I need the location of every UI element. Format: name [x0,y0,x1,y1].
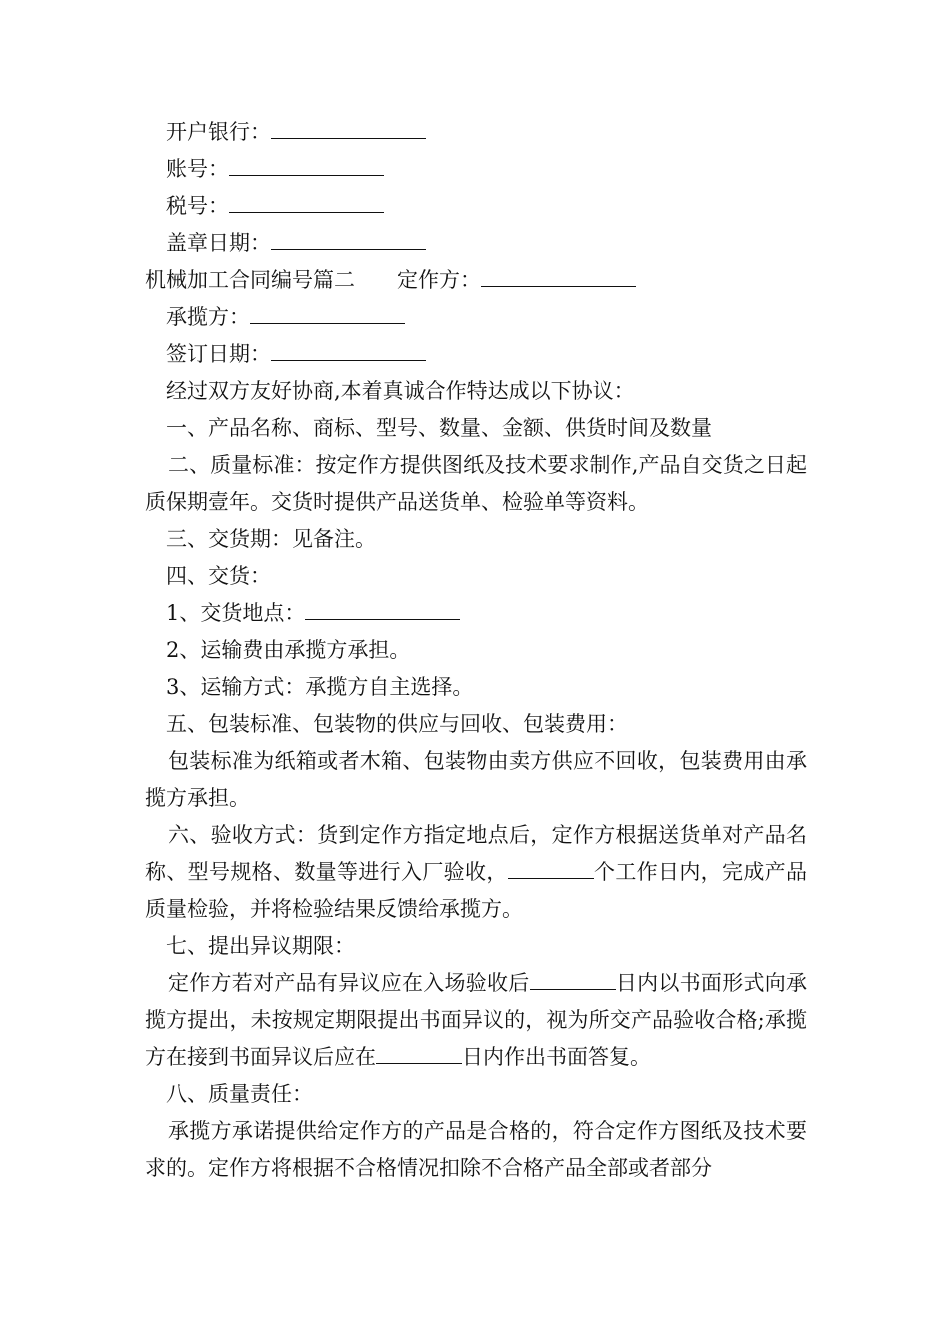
section-4-2: 2、运输费由承揽方承担。 [166,638,411,662]
delivery-place-line [145,595,807,632]
tax-blank [229,190,384,213]
tax-label: 税号： [166,194,229,218]
section-heading: 机械加工合同编号篇二 [145,268,355,292]
section-6 [145,817,807,928]
orderer-label: 定作方： [397,268,481,292]
seal-date-line [145,225,807,262]
section-4-3: 3、运输方式：承揽方自主选择。 [166,675,474,699]
section-7: 七、提出异议期限： [166,934,355,958]
section-3: 三、交货期：见备注。 [166,527,376,551]
contractor-blank [250,301,405,324]
sign-date-line [145,336,807,373]
section-7-text-b: 日内以书面形式向承揽方提出，未按规定期限提出书面异议的，视为所交产品验收合格;承揽方在接到书面异议后应在 [145,971,808,1069]
section-5: 五、包装标准、包装物的供应与回收、包装费用： [166,712,628,736]
account-blank [229,153,384,176]
sign-date-blank [271,338,426,361]
section-5-body: 包装标准为纸箱或者木箱、包装物由卖方供应不回收，包装费用由承揽方承担。 [145,749,807,810]
section-8-body: 承揽方承诺提供给定作方的产品是合格的，符合定作方图纸及技术要求的。定作方将根据不合格情况扣除不合格产品全部或者部分 [145,1119,807,1180]
section-6-text-b: 个工作日内，完成产品质量检验，并将检验结果反馈给承揽方。 [145,860,808,921]
orderer-blank [481,264,636,287]
account-label: 账号： [166,157,229,181]
intro-line: 经过双方友好协商,本着真诚合作特达成以下协议： [166,379,635,403]
section-6-text-a: 六、验收方式：货到定作方指定地点后，定作方根据送货单对产品名称、型号规格、数量等进行入厂验收， [145,823,807,884]
section-7-text-a: 定作方若对产品有异议应在入场验收后 [168,971,530,995]
bank-blank [271,116,426,139]
delivery-place-label: 1、交货地点： [166,601,306,625]
delivery-place-blank [305,597,460,620]
section-8: 八、质量责任： [166,1082,313,1106]
section-7-body [145,965,807,1076]
contractor-label: 承揽方： [166,305,250,329]
section-4: 四、交货： [166,564,271,588]
seal-date-label: 盖章日期： [166,231,271,255]
contractor-line [145,299,807,336]
tax-line [145,188,807,225]
sign-date-label: 签订日期： [166,342,271,366]
section-7-text-c: 日内作出书面答复。 [462,1045,651,1069]
contract-body [145,114,807,1187]
bank-label: 开户银行： [166,120,271,144]
inspection-days-blank [508,856,594,879]
account-line [145,151,807,188]
seal-date-blank [271,227,426,250]
reply-days-blank [376,1041,462,1064]
section-1: 一、产品名称、商标、型号、数量、金额、供货时间及数量 [166,416,712,440]
bank-line [145,114,807,151]
section-2: 二、质量标准：按定作方提供图纸及技术要求制作,产品自交货之日起质保期壹年。交货时提供产品送货单、检验单等资料。 [145,453,807,514]
heading-line [145,262,807,299]
objection-days-blank [530,967,616,990]
